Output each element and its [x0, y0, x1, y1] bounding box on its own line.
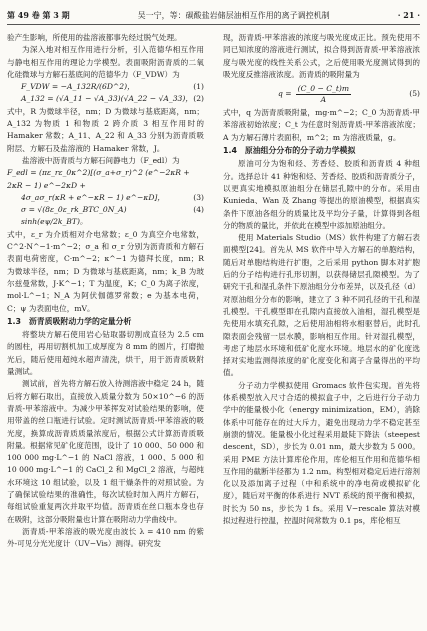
paragraph: 将整块方解石使用岩心钻取器切割成直径为 2.5 cm 的圆柱，再用切割机加工成厚度为 8 mm 的圆片，打磨抛光后，随后使用超纯水超声清洗，烘干，用于沥青质吸附量测试。	[7, 330, 204, 377]
page-header	[7, 10, 420, 25]
paragraph: 式中，ε_r 为介质相对介电常数；ε_0 为真空介电常数，C^2·N^−1·m^−2；σ_a 和 σ_r 分别为沥青质和方解石表面电荷密度，C·m^−2；κ^−1 为德拜长度，nm；R 为微球半径，nm；D 为微球与基底距离，nm；k_B 为玻尔兹曼常数，J·K^−1；T 为温度，K；C_0 为离子浓度，mol·L^−1；N_A 为阿伏伽德罗常数；e 为基本电荷，C；ψ 为表面电位，mV。	[7, 229, 204, 313]
journal-volume: 第 49 卷 第 3 期	[7, 10, 70, 20]
paragraph: 原油可分为饱和烃、芳香烃、胶质和沥青质 4 种组分。选择总计 41 种饱和烃、芳香烃、胶质和沥青质分子，以更真实地模拟原油组分在储层孔隙中的分布。采用由 Kunieda、Wan 及 Zhang 等提出的原油模型，根据真实条件下原油各组分的质量比及平均分子量，计算得到各组分的物质的量比，并依此在模型中添加原油组分。	[223, 159, 420, 230]
section-heading: 1.3 沥青质吸附动力学的定量分析	[7, 316, 132, 326]
equation-5: q = $\frac{(C\_0 - C\_t)m}{A}$ (5)	[278, 83, 420, 104]
equation-4: σ = √(8ε_0ε_rk_BTC_0N_A) sinh(eψ/2k_BT)。 (4)	[21, 205, 204, 227]
paragraph: 为深入地对相互作用进行分析，引入范德华相互作用与静电相互作用的理论力学模型。表面吸附沥青质的二氧化硅微球与方解石基底间的范德华力（F_VDW）为	[7, 45, 204, 79]
equation-1: F_VDW = −A_132R/(6D^2)， (1)	[21, 82, 204, 92]
equation-2: A_132 = (√A_11 − √A_33)(√A_22 − √A_33)， (2)	[21, 94, 204, 104]
paragraph: 盐溶液中沥青质与方解石间静电力（F_edl）为	[22, 155, 180, 165]
equation-3a: F_edl = (πε_rε_0κ^2)[(σ_a+σ_r)^2 (e^−2κR + 2κR − 1) e^−2κD +	[7, 168, 190, 190]
paragraph: 分子动力学模拟使用 Gromacs 软件包实现。首先将体系模型放入尺寸合适的模拟盒子中，之后进行分子动力学中的能量极小化（energy minimization，EM），消除体系中可能存在的过大斥力，避免出现动力学不稳定甚至崩溃的情况。能量极小化过程采用最陡下降法（steepest descent，SD），步长为 0.01 nm，最大步数为 5 000。采用 PME 方法计算库伦作用，库伦相互作用和范德华相互作用的截断半径都为 1.2 nm。构型相对稳定后进行溶剂化以及添加离子过程（中和系统中的净电荷或模拟矿化度），随后对平衡的体系进行 NVT 系统的预平衡和模拟，时长为 50 ns，步长为 1 fs。采用 V−rescale 算法对模拟过程进行控温，控温时间常数为 0.1 ps，库伦相互	[223, 380, 420, 525]
running-title: 吴一宁，等：碳酸盐岩储层油相互作用的离子调控机制	[137, 11, 330, 20]
paragraph: 式中，R 为微球半径，nm；D 为微球与基底距离，nm；A_132 为物质 1 和物质 2 跨介质 3 相互作用时的 Hamaker 常数；A_11、A_22 和 A_33 分别为沥青质吸附层、方解石及盐溶液的 Hamaker 常数，J。	[7, 106, 204, 153]
paragraph: 使用 Materials Studio（MS）软件构建了方解石表面模型[24]。首先从 MS 软件中导入方解石的单胞结构，随后对单胞结构进行扩胞，之后采用 python 脚本对扩胞后的分子结构进行孔形切割，以获得储层孔隙模型。为了研究干孔和湿孔条件下原油组分分布差异，以及孔径（d）对原油组分分布的影响，建立了 3 种不同孔径的干孔和湿孔模型。干孔模型即在孔隙内直接放入油相，湿孔模型是先使用水填充孔隙，之后使用油相将水相驱替后，此时孔隙表面会残留一层水膜，影响相互作用。针对湿孔模型，考虑了地层水环境和低矿化度水环境。地层水的矿化度选择对实地监测得浓度的矿化度变化和离子含量得出的平均值。	[223, 233, 420, 378]
right-column	[223, 32, 420, 527]
paragraph: 现，沥青质-甲苯溶液的浓度与吸光度成正比。预先使用不同已知浓度的溶液进行测试，拟合得到沥青质-甲苯溶液浓度与吸光度的线性关系公式，之后使用吸光度测试得到的吸光度反推溶液浓度。沥青质的吸附量为	[223, 33, 420, 79]
paragraph: 验产生影响，所使用的盐溶液都事先经过脱气处理。	[7, 33, 182, 42]
paragraph: 测试前，首先将方解石放入待测溶液中稳定 24 h，随后将方解石取出，直接放入质量分数为 50×10^−6 的沥青质-甲苯溶液中。为减少甲苯挥发对试验结果的影响，使用带盖的丝口瓶进行试验。定时测试沥青质-甲苯溶液的吸光度，换算成沥青质质量浓度后，根据公式计算沥青质吸附量。根据常见矿化度范围，设计了 10 000、50 000 和 100 000 mg·L^−1 的 NaCl 溶液，1 000、5 000 和 10 000 mg·L^−1 的 CaCl_2 和 MgCl_2 溶液，与超纯水环境这 10 组试验，以及 1 组干燥条件的对照试验。为了确保试验结果的准确性，每次试验时加入两片方解石，每组试验重复两次并取平均值。沥青质在丝口瓶本身也存在吸附，这部分吸附量也计算在吸附动力学曲线中。	[7, 379, 204, 524]
section-heading: 1.4 原油组分分布的分子动力学模拟	[223, 146, 356, 156]
paragraph: 沥青质-甲苯溶液的吸光度由波长 λ = 410 nm 的紫外-可见分光光度计（UV−Vis）测得。研究发	[7, 526, 204, 549]
page-number: · 21 ·	[397, 10, 420, 20]
left-column	[7, 32, 204, 550]
paragraph: 式中，q 为沥青质吸附量，mg·m^−2；C_0 为沥青质-甲苯溶液初始浓度；C_t 为任意时刻沥青质-甲苯溶液浓度；A 为方解石薄片表面积，m^2；m 为溶液质量，g。	[223, 108, 420, 142]
equation-3b: 4σ_aσ_r(κR + e^−κR − 1) e^−κD]， (3)	[21, 192, 204, 202]
